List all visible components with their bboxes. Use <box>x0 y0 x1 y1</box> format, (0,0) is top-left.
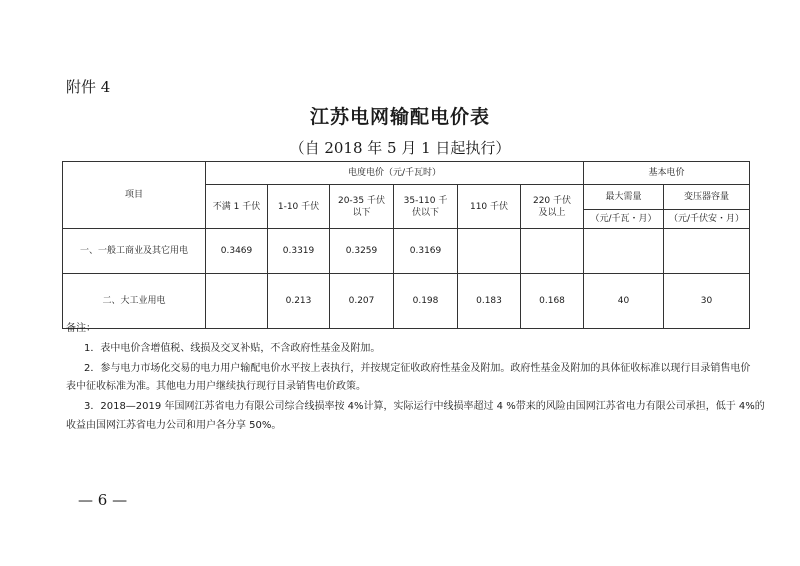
voltage-header: 110 千伏 <box>458 185 521 229</box>
energy-price-header: 电度电价（元/千瓦时） <box>206 162 584 185</box>
price-cell: 0.168 <box>521 274 584 329</box>
price-cell <box>206 274 268 329</box>
price-cell: 0.3319 <box>268 229 330 274</box>
voltage-header: 220 千伏及以上 <box>521 185 584 229</box>
notes-heading: 备注： <box>66 323 96 334</box>
price-cell: 0.198 <box>394 274 458 329</box>
item-header: 项目 <box>63 162 206 229</box>
note-3-line-2: 收益由国网江苏省电力公司和用户各分享 50%。 <box>66 420 282 431</box>
note-2-line-1: 2．参与电力市场化交易的电力用户输配电价水平按上表执行，并按规定征收政府性基金及附加。政府性基金及附加的具体征收标准以现行目录销售电价 <box>84 363 751 374</box>
row-item-label: 二、大工业用电 <box>63 274 206 329</box>
price-cell <box>521 229 584 274</box>
price-cell: 0.183 <box>458 274 521 329</box>
note-2-line-2: 表中征收标准为准。其他电力用户继续执行现行目录销售电价政策。 <box>66 381 366 392</box>
table-row <box>63 229 750 274</box>
transformer-cell: 30 <box>664 274 750 329</box>
max-demand-cell: 40 <box>584 274 664 329</box>
row-item-label: 一、一般工商业及其它用电 <box>63 229 206 274</box>
price-table <box>62 161 750 329</box>
note-1: 1．表中电价含增值税、线损及交叉补贴，不含政府性基金及附加。 <box>84 343 381 354</box>
price-cell: 0.3169 <box>394 229 458 274</box>
price-cell: 0.213 <box>268 274 330 329</box>
page-title: 江苏电网输配电价表 <box>309 106 490 128</box>
max-demand-header: 最大需量 <box>584 185 664 210</box>
price-cell: 0.207 <box>330 274 394 329</box>
page-number: — 6 — <box>78 491 128 509</box>
price-cell: 0.3259 <box>330 229 394 274</box>
attachment-label: 附件 4 <box>66 78 111 96</box>
transformer-capacity-unit: （元/千伏安・月） <box>664 210 750 229</box>
price-cell: 0.3469 <box>206 229 268 274</box>
voltage-header: 35-110 千伏以下 <box>394 185 458 229</box>
page-subtitle: （自 2018 年 5 月 1 日起执行） <box>289 139 511 157</box>
voltage-header: 20-35 千伏以下 <box>330 185 394 229</box>
price-cell <box>458 229 521 274</box>
voltage-header: 不满 1 千伏 <box>206 185 268 229</box>
transformer-cell <box>664 229 750 274</box>
basic-price-header: 基本电价 <box>584 162 750 185</box>
max-demand-cell <box>584 229 664 274</box>
note-3-line-1: 3．2018—2019 年国网江苏省电力有限公司综合线损率按 4%计算，实际运行中线损率超过 4 %带来的风险由国网江苏省电力有限公司承担，低于 4%的 <box>84 401 765 412</box>
table-row <box>63 274 750 329</box>
max-demand-unit: （元/千瓦・月） <box>584 210 664 229</box>
transformer-capacity-header: 变压器容量 <box>664 185 750 210</box>
voltage-header: 1-10 千伏 <box>268 185 330 229</box>
